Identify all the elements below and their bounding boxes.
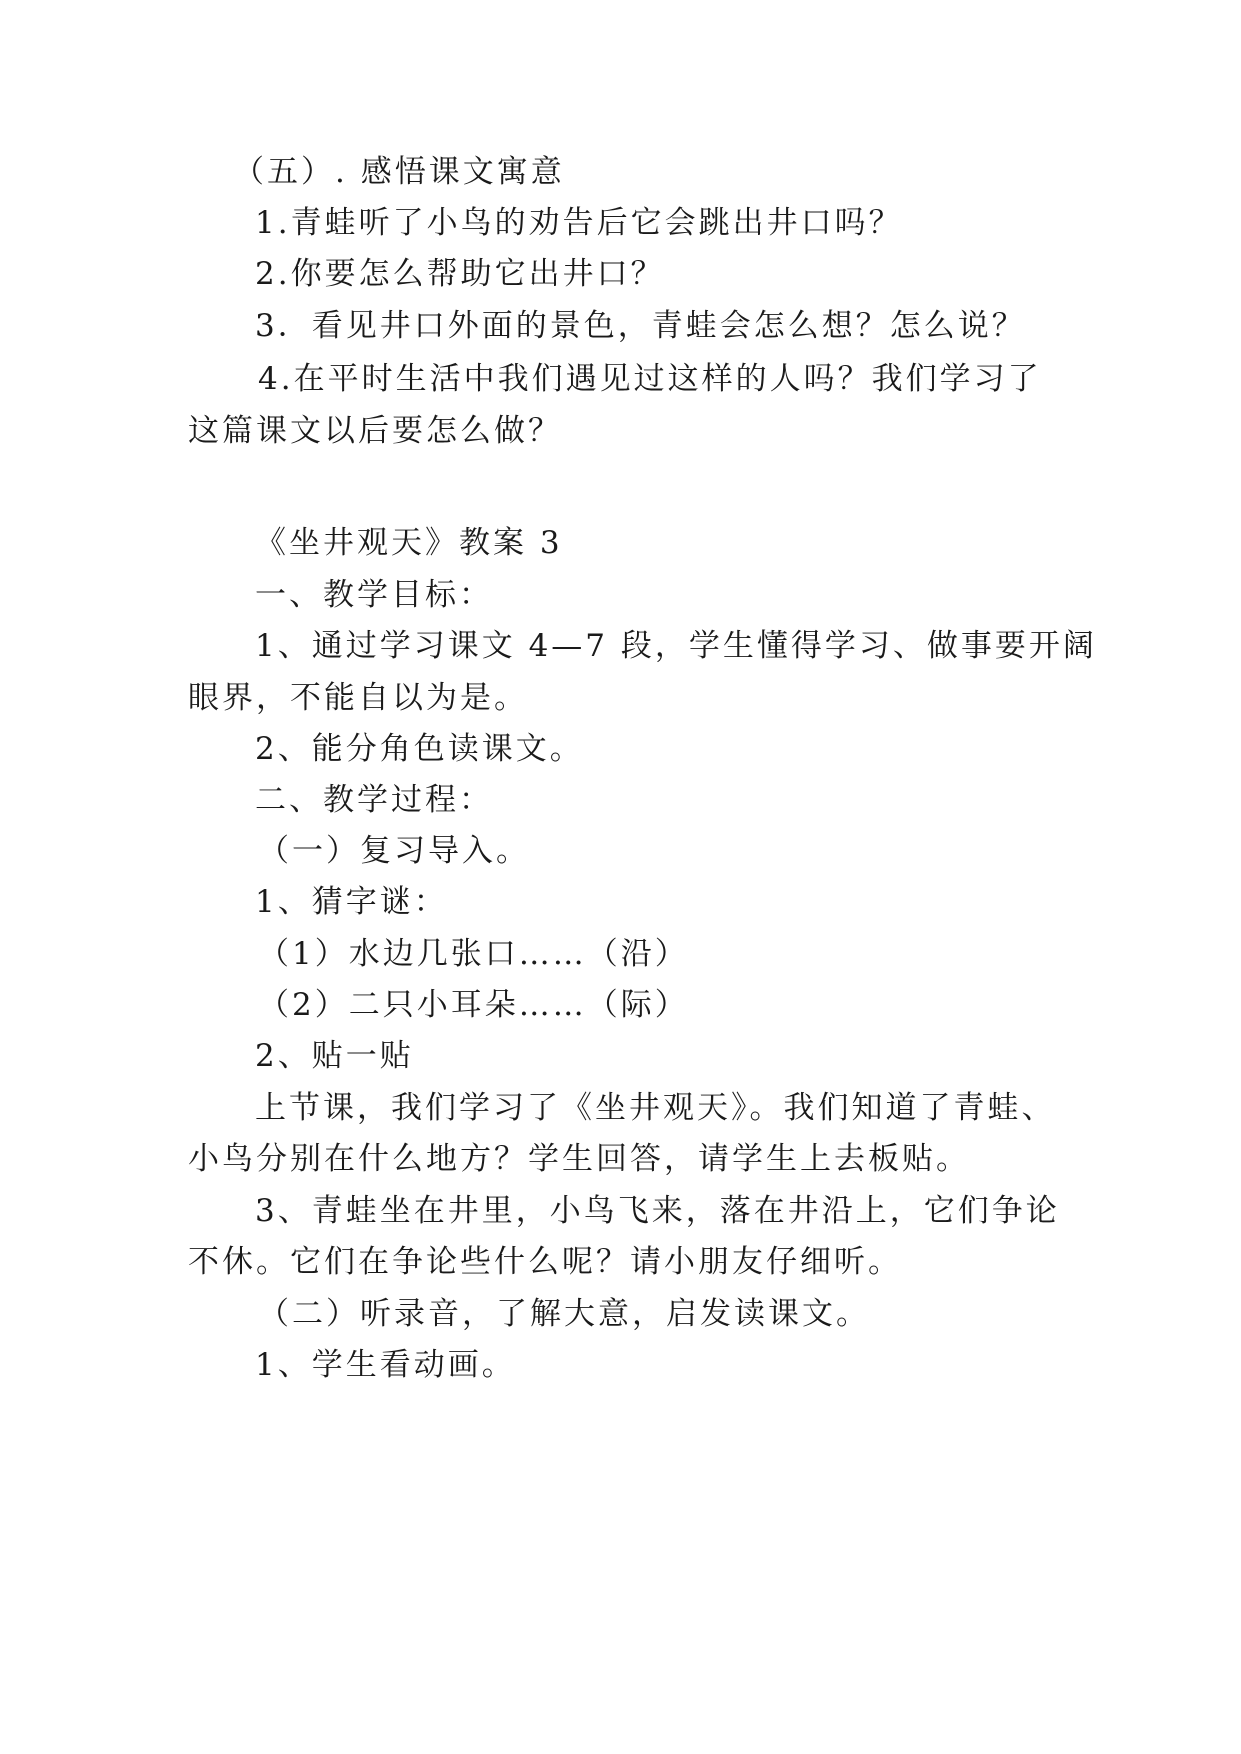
- goal-1-line-2: 眼界，不能自以为是。: [188, 680, 528, 716]
- item-3-line-2: 不休。它们在争论些什么呢？请小朋友仔细听。: [188, 1244, 902, 1280]
- riddle-heading: 1、猜字谜：: [255, 884, 448, 920]
- part-2-heading: （二）听录音，了解大意，启发读课文。: [258, 1296, 870, 1332]
- question-4-line-2: 这篇课文以后要怎么做？: [188, 413, 562, 449]
- process-heading: 二、教学过程：: [255, 782, 493, 818]
- question-4-line-1: 4.在平时生活中我们遇见过这样的人吗？我们学习了: [258, 361, 1042, 397]
- section-heading: （五）. 感悟课文寓意: [233, 154, 565, 190]
- part-1-heading: （一）复习导入。: [258, 833, 530, 869]
- riddle-1: （1）水边几张口……（沿）: [258, 936, 689, 972]
- question-3: 3．看见井口外面的景色，青蛙会怎么想？怎么说？: [255, 308, 1026, 344]
- question-2: 2.你要怎么帮助它出井口？: [255, 256, 665, 292]
- lesson-title: 《坐井观天》教案 3: [255, 525, 563, 561]
- riddle-2: （2）二只小耳朵……（际）: [258, 987, 689, 1023]
- goal-1-line-1: 1、通过学习课文 4—7 段，学生懂得学习、做事要开阔: [255, 628, 1097, 664]
- item-3-line-1: 3、青蛙坐在井里，小鸟飞来，落在井沿上，它们争论: [255, 1193, 1060, 1229]
- paste-paragraph-line-2: 小鸟分别在什么地方？学生回答，请学生上去板贴。: [188, 1141, 970, 1177]
- goals-heading: 一、教学目标：: [255, 577, 493, 613]
- paste-heading: 2、贴一贴: [255, 1038, 414, 1074]
- goal-2: 2、能分角色读课文。: [255, 731, 584, 767]
- paste-paragraph-line-1: 上节课，我们学习了《坐井观天》。我们知道了青蛙、: [255, 1090, 1056, 1126]
- part-2-item-1: 1、学生看动画。: [255, 1347, 516, 1383]
- question-1: 1.青蛙听了小鸟的劝告后它会跳出井口吗？: [255, 205, 903, 241]
